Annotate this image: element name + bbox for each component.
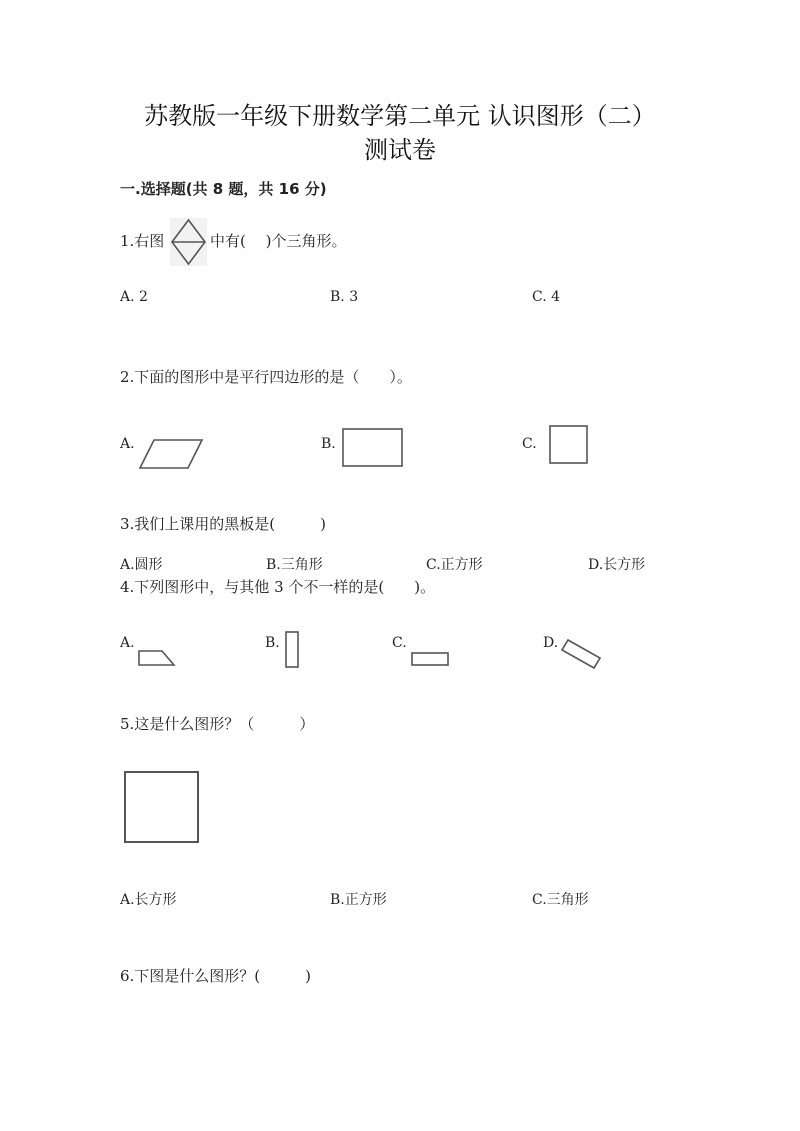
q1-option-a[interactable]: A. 2 [120,289,148,305]
q2-option-c-label[interactable]: C. [522,436,537,452]
q3-option-d[interactable]: D.长方形 [588,557,646,573]
large-square-outline [125,772,198,842]
question-3: 3.我们上课用的黑板是( ) [120,515,327,533]
page-title-line2: 测试卷 [364,136,436,164]
q5-option-b[interactable]: B.正方形 [330,892,387,908]
square-outline [550,426,587,463]
wide-rectangle-outline [412,653,448,665]
q2-option-a-label[interactable]: A. [120,436,135,452]
q4-option-d-label[interactable]: D. [543,635,559,651]
q1-option-b[interactable]: B. 3 [330,289,359,305]
q5-option-a[interactable]: A.长方形 [120,892,177,908]
q3-option-a[interactable]: A.圆形 [120,557,163,573]
q1-option-c[interactable]: C. 4 [532,289,561,305]
q2-option-b-label[interactable]: B. [321,436,336,452]
q5-option-c[interactable]: C.三角形 [532,892,589,908]
question-1-suffix: 中有( )个三角形。 [210,232,347,250]
question-4: 4.下列图形中，与其他 3 个不一样的是( )。 [120,578,436,596]
question-5: 5.这是什么图形？（ ） [120,715,315,733]
rotated-rectangle-outline [562,640,600,668]
question-6: 6.下图是什么图形？( ) [120,967,312,985]
q2-parallelogram [140,438,204,470]
parallelogram-outline [140,440,202,468]
q4-rotated-rectangle [560,638,604,672]
q4-tall-rectangle [285,631,301,669]
q2-square [549,425,589,465]
diamond-figure [170,218,207,266]
q3-option-c[interactable]: C.正方形 [426,557,483,573]
tall-rectangle-outline [286,632,298,667]
rectangle-outline [343,429,402,466]
question-1-figure [170,218,207,266]
q4-option-a-label[interactable]: A. [120,635,135,651]
q5-square [124,771,202,845]
q4-trapezoid [138,650,178,668]
page-title-line1: 苏教版一年级下册数学第二单元 认识图形（二） [144,102,656,130]
trapezoid-outline [139,651,174,665]
q2-rectangle [342,428,404,468]
section-header: 一.选择题(共 8 题，共 16 分) [120,180,327,198]
q4-option-b-label[interactable]: B. [265,635,280,651]
q3-option-b[interactable]: B.三角形 [266,557,323,573]
question-2: 2.下面的图形中是平行四边形的是（ ）。 [120,368,412,386]
q4-option-c-label[interactable]: C. [392,635,407,651]
q4-wide-rectangle [411,652,451,668]
question-1-prefix: 1.右图 [120,232,165,250]
